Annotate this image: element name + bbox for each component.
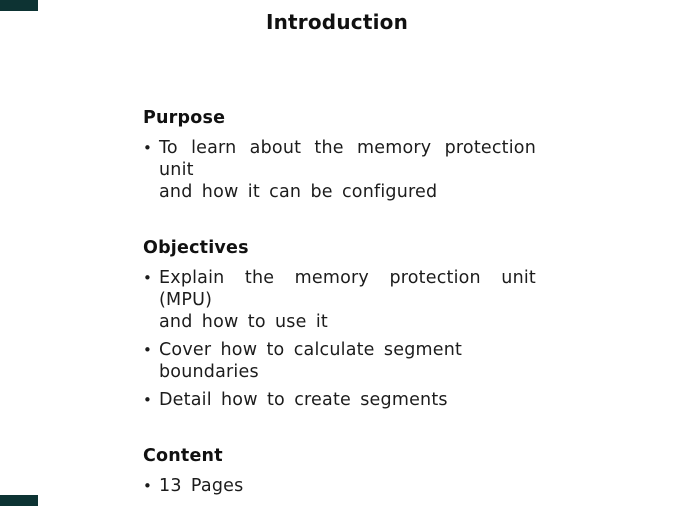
bullet-list [143, 137, 536, 203]
bullet-text-line: and how it can be configured [159, 182, 438, 202]
corner-accent-bottom-left [0, 495, 38, 506]
bullet-text-line: 13 Pages [159, 476, 244, 496]
bullet-text-line: Explain the memory protection unit (MPU) [159, 268, 536, 310]
bullet-item [143, 475, 536, 497]
bullet-text-line: and how to use it [159, 312, 328, 332]
section-purpose [143, 107, 541, 203]
page-title: Introduction [265, 10, 409, 34]
bullet-list [143, 267, 536, 411]
section-heading: Content [143, 446, 223, 466]
bullet-dot-icon: • [143, 341, 153, 359]
bullet-dot-icon: • [143, 139, 153, 157]
bullet-dot-icon: • [143, 391, 153, 409]
bullet-item [143, 389, 536, 411]
bullet-item [143, 137, 536, 203]
section-content [143, 445, 541, 497]
section-heading: Objectives [143, 238, 249, 258]
bullet-list [143, 475, 536, 497]
bullet-text-line: To learn about the memory protection unit [159, 138, 536, 180]
section-objectives [143, 237, 541, 411]
bullet-dot-icon: • [143, 269, 153, 287]
bullet-item [143, 339, 536, 383]
bullet-text-line: Cover how to calculate segment boundaries [159, 340, 463, 382]
section-heading: Purpose [143, 108, 226, 128]
slide-content [143, 107, 541, 497]
bullet-item [143, 267, 536, 333]
bullet-dot-icon: • [143, 477, 153, 495]
bullet-text-line: Detail how to create segments [159, 390, 448, 410]
